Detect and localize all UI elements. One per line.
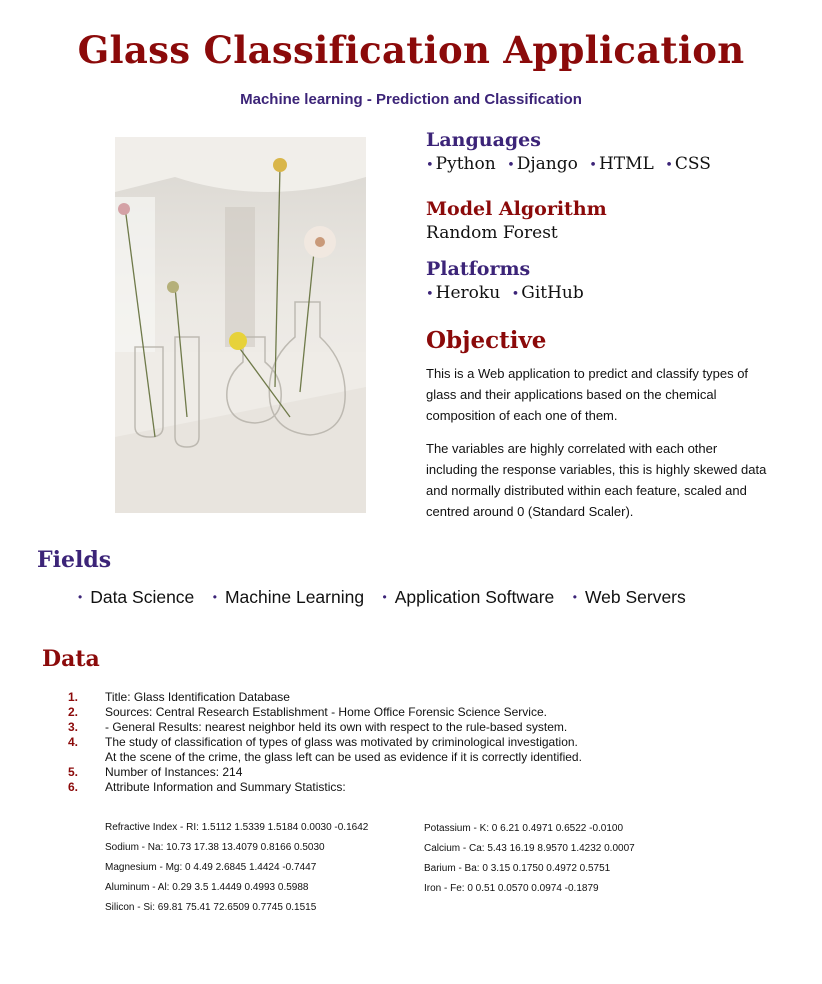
language-item: • CSS xyxy=(665,154,711,174)
fields-heading: Fields xyxy=(37,547,112,573)
model-value: Random Forest xyxy=(426,223,558,243)
model-heading: Model Algorithm xyxy=(426,198,607,220)
bullet-dot-icon: • xyxy=(665,158,673,173)
data-heading: Data xyxy=(42,646,100,672)
stat-line: Aluminum - Al: 0.29 3.5 1.4449 0.4993 0.5988 xyxy=(105,882,309,893)
platforms-section xyxy=(426,257,771,307)
stat-line: Magnesium - Mg: 0 4.49 2.6845 1.4424 -0.7447 xyxy=(105,862,317,873)
page-title: Glass Classification Application xyxy=(77,28,745,72)
stat-line: Potassium - K: 0 6.21 0.4971 0.6522 -0.0100 xyxy=(424,823,624,834)
languages-list xyxy=(426,152,771,178)
list-number: 4. xyxy=(68,735,79,749)
bullet-dot-icon: • xyxy=(78,590,83,604)
list-text: The study of classification of types of glass was motivated by criminological investigation. At the scene of the crime, the glass left can be used as evidence if it is correctly identified. xyxy=(105,735,582,764)
list-item xyxy=(68,780,668,795)
field-item: • Application Software xyxy=(382,587,555,607)
bullet-dot-icon: • xyxy=(589,158,597,173)
stat-line: Refractive Index - RI: 1.5112 1.5339 1.5184 0.0030 -0.1642 xyxy=(105,822,369,833)
list-number: 5. xyxy=(68,765,79,779)
languages-section xyxy=(426,128,771,178)
bullet-dot-icon: • xyxy=(382,590,387,604)
objective-paragraph: This is a Web application to predict and classify types of glass and their applications based on the chemical composition of each one of them. xyxy=(426,366,749,423)
stat-line: Silicon - Si: 69.81 75.41 72.6509 0.7745 0.1515 xyxy=(105,902,317,913)
language-item: • HTML xyxy=(589,154,654,174)
list-text: - General Results: nearest neighbor held its own with respect to the rule-based system. xyxy=(105,720,568,734)
platform-item: • GitHub xyxy=(511,283,584,303)
stat-line: Barium - Ba: 0 3.15 0.1750 0.4972 0.5751 xyxy=(424,863,611,874)
list-text: Attribute Information and Summary Statistics: xyxy=(105,780,346,794)
bullet-dot-icon: • xyxy=(212,590,217,604)
field-item: • Web Servers xyxy=(572,587,686,607)
language-item: • Django xyxy=(507,154,578,174)
stats-column-left xyxy=(105,818,368,918)
platforms-heading: Platforms xyxy=(426,258,531,280)
list-number: 3. xyxy=(68,720,79,734)
stats-column-right xyxy=(424,819,635,899)
bullet-dot-icon: • xyxy=(507,158,515,173)
platforms-list xyxy=(426,281,771,307)
language-item: • Python xyxy=(426,154,496,174)
objective-paragraph: The variables are highly correlated with each other including the response variables, this is highly skewed data and normally distributed within each feature, scaled and centred around 0 (Standard Scaler). xyxy=(426,441,767,519)
objective-heading: Objective xyxy=(426,327,547,354)
page-subtitle: Machine learning - Prediction and Classification xyxy=(240,91,582,108)
field-item: • Data Science xyxy=(78,587,195,607)
list-text: Title: Glass Identification Database xyxy=(105,690,290,704)
list-item xyxy=(68,720,668,735)
platform-item: • Heroku xyxy=(426,283,501,303)
bullet-dot-icon: • xyxy=(511,287,520,302)
list-item xyxy=(68,690,668,705)
field-item: • Machine Learning xyxy=(212,587,365,607)
list-number: 2. xyxy=(68,705,79,719)
stat-line: Iron - Fe: 0 0.51 0.0570 0.0974 -0.1879 xyxy=(424,883,599,894)
stat-line: Sodium - Na: 10.73 17.38 13.4079 0.8166 0.5030 xyxy=(105,842,325,853)
bullet-dot-icon: • xyxy=(426,158,434,173)
stat-line: Calcium - Ca: 5.43 16.19 8.9570 1.4232 0.0007 xyxy=(424,843,635,854)
fields-list xyxy=(78,587,700,608)
glass-vases-photo xyxy=(115,137,366,513)
list-item xyxy=(68,735,668,765)
list-number: 1. xyxy=(68,690,79,704)
list-text: Number of Instances: 214 xyxy=(105,765,243,779)
bullet-dot-icon: • xyxy=(426,287,434,302)
list-text: Sources: Central Research Establishment - Home Office Forensic Science Service. xyxy=(105,705,547,719)
list-item xyxy=(68,765,668,780)
data-list xyxy=(68,690,668,795)
list-item xyxy=(68,705,668,720)
objective-section xyxy=(426,327,771,522)
model-section xyxy=(426,197,771,245)
bullet-dot-icon: • xyxy=(572,590,577,604)
languages-heading: Languages xyxy=(426,129,541,151)
list-number: 6. xyxy=(68,780,79,794)
